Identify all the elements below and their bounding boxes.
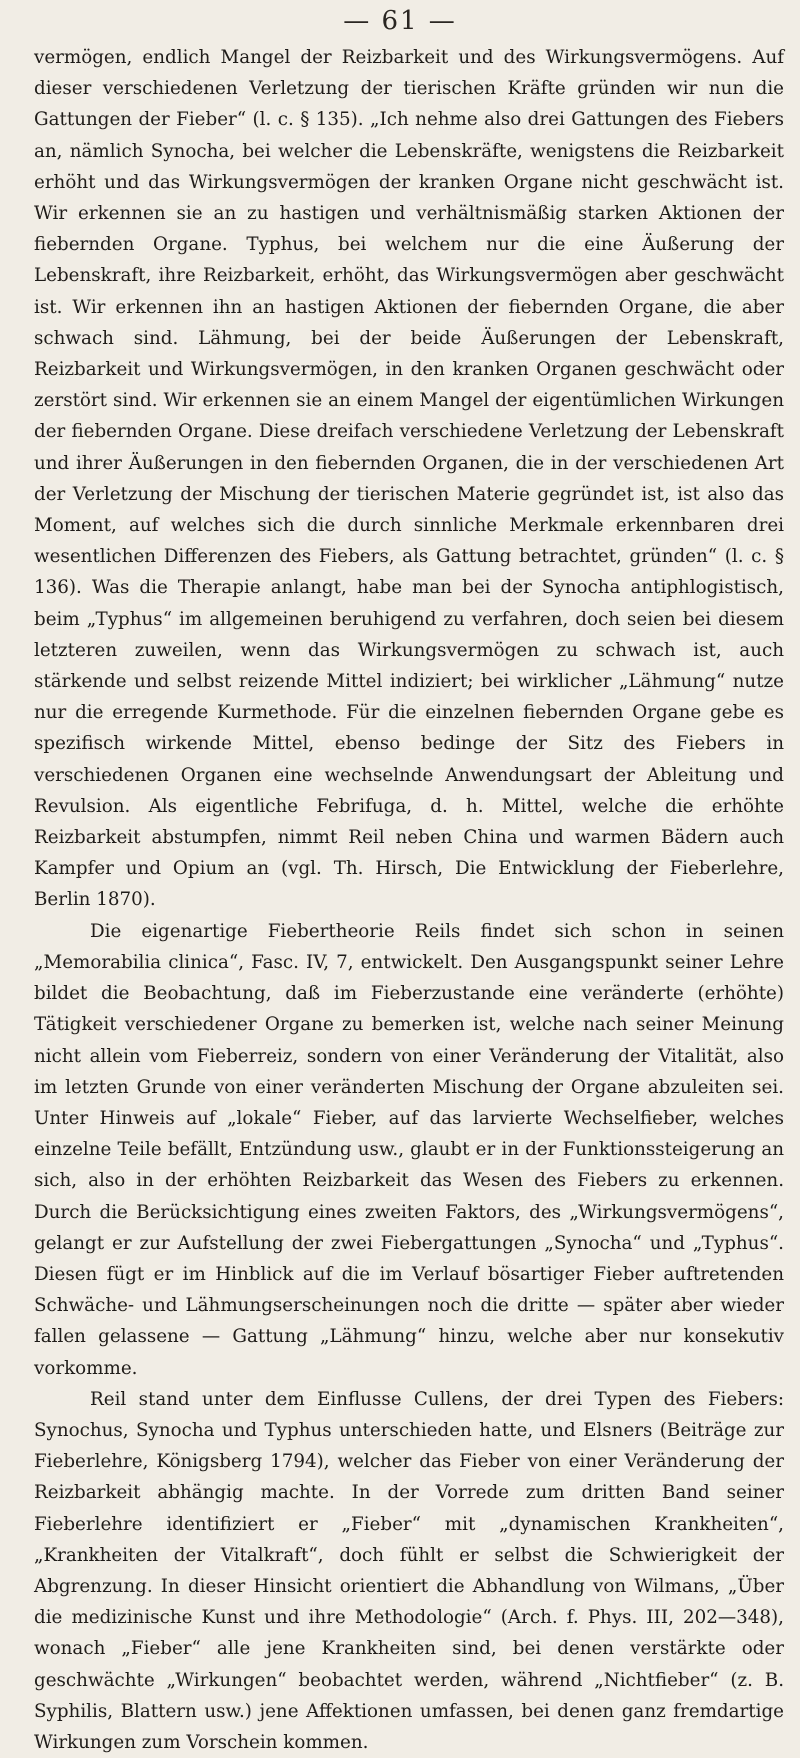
page-number: — 61 — [343, 6, 457, 36]
paragraph-3: Reil stand unter dem Einflusse Cullens, der drei Typen des Fiebers: Synochus, Synocha und Typhus unterschieden hatte, und Elsners (Beiträge zur Fieberlehre, Königsberg 1794), welcher das Fieber von einer Veränderung der Reizbarkeit abhängig machte. In der Vorrede zum dritten Band seiner Fieberlehre identifiziert er „Fieber“ mit „dynamischen Krankheiten“, „Krankheiten der Vitalkraft“, doch fühlt er selbst die Schwierigkeit der Abgrenzung. In dieser Hinsicht orientiert die Abhandlung von Wilmans, „Über die medizinische Kunst und ihre Methodologie“ (Arch. f. Phys. III, 202—348), wonach „Fieber“ alle jene Krankheiten sind, bei denen verstärkte oder geschwächte „Wirkungen“ beobachtet werden, während „Nichtfieber“ (z. B. Syphilis, Blattern usw.) jene Affektionen umfassen, bei denen ganz fremdartige Wirkungen zum Vorschein kommen. [34, 1388, 784, 1753]
paragraph-1: vermögen, endlich Mangel der Reizbarkeit und des Wirkungsvermögens. Auf dieser verschiedenen Verletzung der tierischen Kräfte gründen wir nun die Gattungen der Fieber“ (l. c. § 135). „Ich nehme also drei Gattungen des Fiebers an, nämlich Synocha, bei welcher die Lebenskräfte, wenigstens die Reizbarkeit erhöht und das Wirkungsvermögen der kranken Organe nicht geschwächt ist. Wir erkennen sie an zu hastigen und verhältnismäßig starken Aktionen der fiebernden Organe. Typhus, bei welchem nur die eine Äußerung der Lebenskraft, ihre Reizbarkeit, erhöht, das Wirkungsvermögen aber geschwächt ist. Wir erkennen ihn an hastigen Aktionen der fiebernden Organe, die aber schwach sind. Lähmung, bei der beide Äußerungen der Lebenskraft, Reizbarkeit und Wirkungsvermögen, in den kranken Organen geschwächt oder zerstört sind. Wir erkennen sie an einem Mangel der eigentümlichen Wirkungen der fiebernden Organe. Diese dreifach verschiedene Verletzung der Lebenskraft und ihrer Äußerungen in den fiebernden Organen, die in der verschiedenen Art der Verletzung der Mischung der tierischen Materie gegründet ist, ist also das Moment, auf welches sich die durch sinnliche Merkmale erkennbaren drei wesentlichen Differenzen des Fiebers, als Gattung betrachtet, gründen“ (l. c. § 136). Was die Therapie anlangt, habe man bei der Synocha antiphlogistisch, beim „Typhus“ im allgemeinen beruhigend zu verfahren, doch seien bei diesem letzteren zuweilen, wenn das Wirkungsvermögen zu schwach ist, auch stärkende und selbst reizende Mittel indiziert; bei wirklicher „Lähmung“ nutze nur die erregende Kurmethode. Für die einzelnen fiebernden Organe gebe es spezifisch wirkende Mittel, ebenso bedinge der Sitz des Fiebers in verschiedenen Organen eine wechselnde Anwendungsart der Ableitung und Revulsion. Als eigentliche Febrifuga, d. h. Mittel, welche die erhöhte Reizbarkeit abstumpfen, nimmt Reil neben China und warmen Bädern auch Kampfer und Opium an (vgl. Th. Hirsch, Die Entwicklung der Fieberlehre, Berlin 1870). [34, 47, 784, 911]
body-text [34, 42, 784, 1758]
paragraph-2: Die eigenartige Fiebertheorie Reils findet sich schon in seinen „Memorabilia clinica“, Fasc. IV, 7, entwickelt. Den Ausgangspunkt seiner Lehre bildet die Beobachtung, daß im Fieberzustande eine veränderte (erhöhte) Tätigkeit verschiedener Organe zu bemerken ist, welche nach seiner Meinung nicht allein vom Fieberreiz, sondern von einer Veränderung der Vitalität, also im letzten Grunde von einer veränderten Mischung der Organe abzuleiten sei. Unter Hinweis auf „lokale“ Fieber, auf das larvierte Wechselfieber, welches einzelne Teile befällt, Entzündung usw., glaubt er in der Funktionssteigerung an sich, also in der erhöhten Reizbarkeit das Wesen des Fiebers zu erkennen. Durch die Berücksichtigung eines zweiten Faktors, des „Wirkungsvermögens“, gelangt er zur Aufstellung der zwei Fiebergattungen „Synocha“ und „Typhus“. Diesen fügt er im Hinblick auf die im Verlauf bösartiger Fieber auftretenden Schwäche- und Lähmungserscheinungen noch die dritte — später aber wieder fallen gelassene — Gattung „Lähmung“ hinzu, welche aber nur konsekutiv vorkomme. [34, 920, 784, 1379]
